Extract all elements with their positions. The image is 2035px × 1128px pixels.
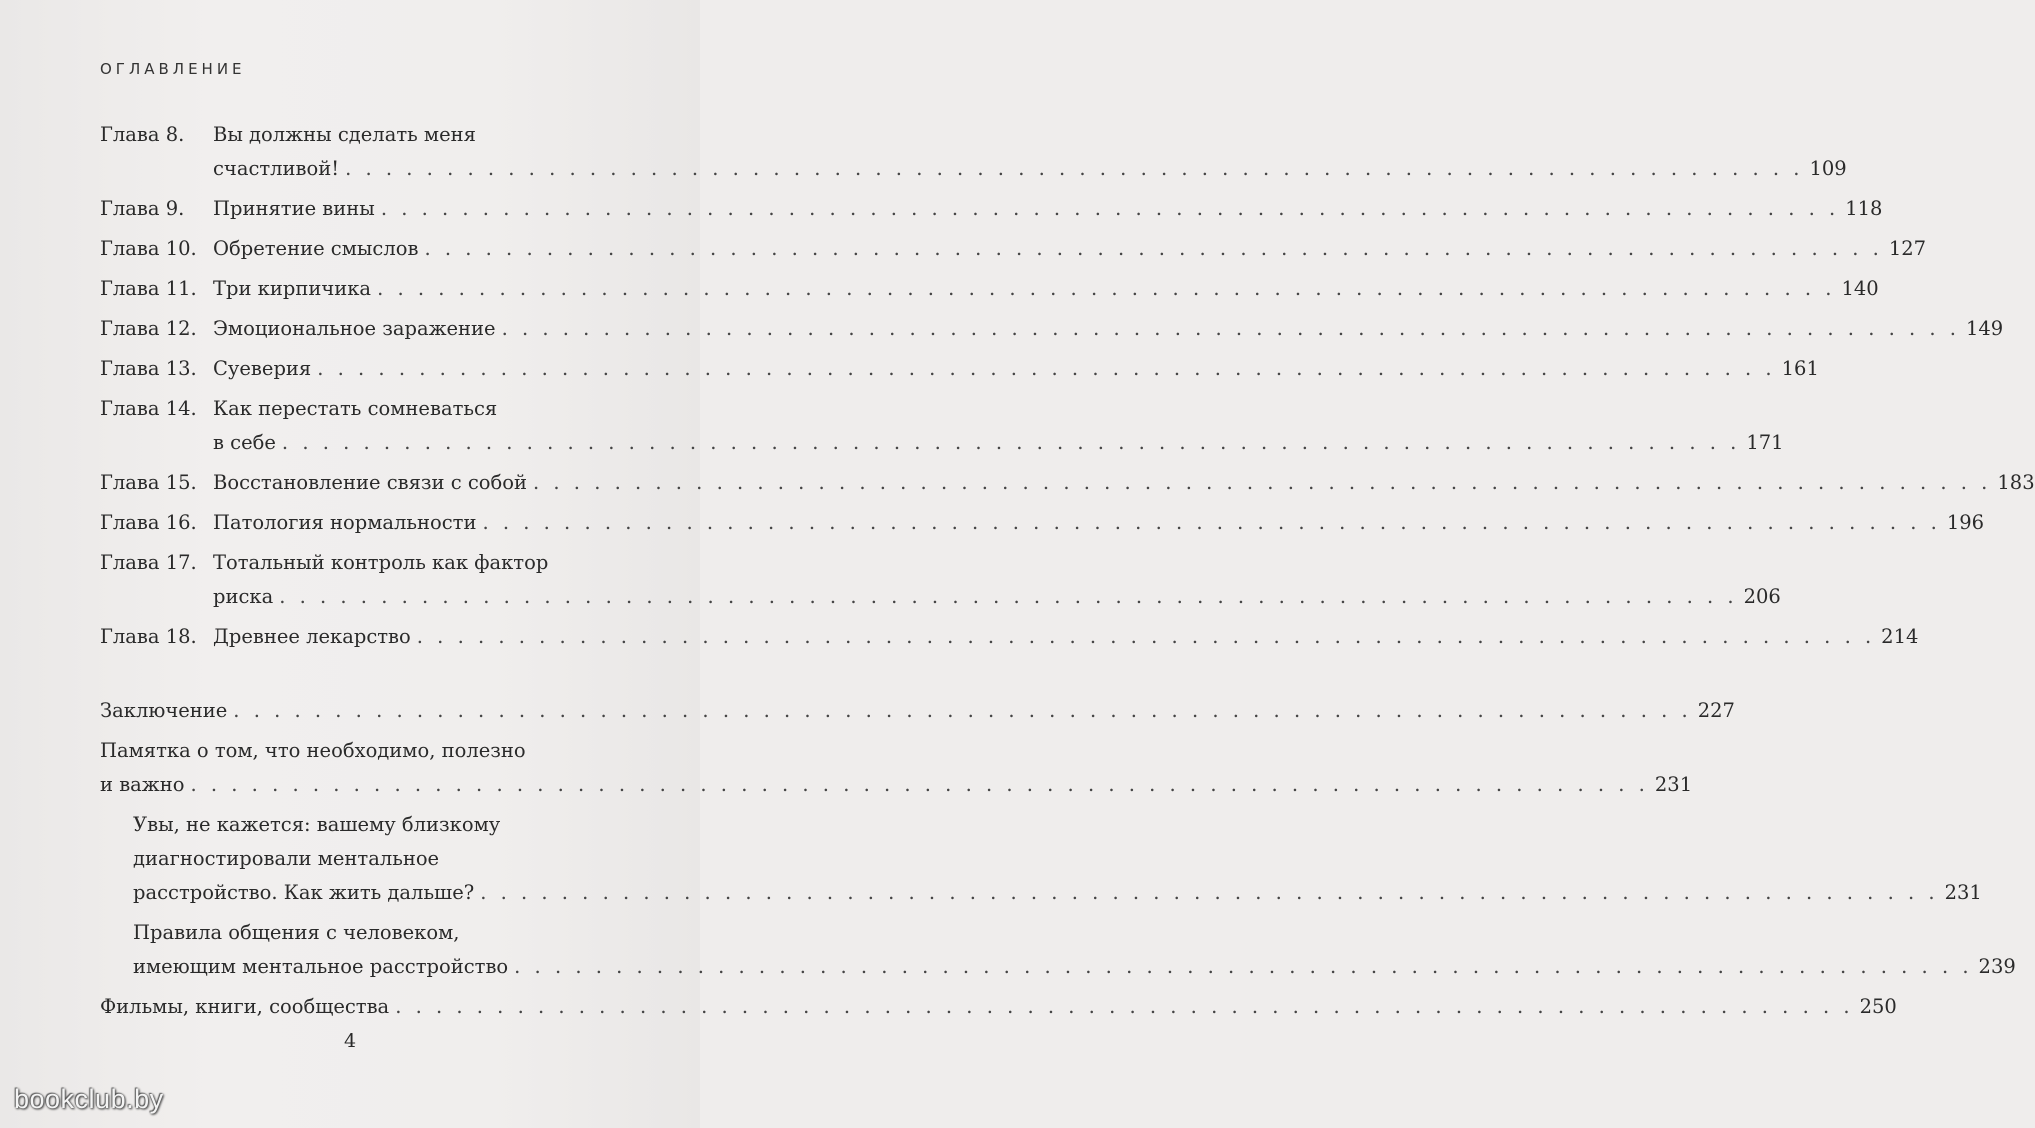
toc-entry-chapter-18[interactable]: [100, 620, 1919, 654]
chapter-title-line: риска: [213, 585, 274, 608]
chapter-number: Глава 13.: [100, 357, 197, 380]
page-number: 214: [1881, 625, 1919, 648]
page-number: 227: [1697, 699, 1735, 722]
leader-dots: [190, 768, 1648, 802]
chapter-number: Глава 9.: [100, 197, 185, 220]
leader-dots: [345, 152, 1803, 186]
toc-entry-chapter-14[interactable]: [100, 392, 1784, 460]
chapter-title-line: Восстановление связи с собой: [213, 471, 527, 494]
toc-entry-films[interactable]: [100, 990, 1897, 1024]
chapter-title-line: Суеверия: [213, 357, 312, 380]
leader-dots: [233, 694, 1691, 728]
toc-entry-chapter-15[interactable]: [100, 466, 2035, 500]
page-number: 206: [1743, 585, 1781, 608]
section-title-line: Памятка о том, что необходимо, полезно: [100, 739, 526, 762]
subsection-title-line: имеющим ментальное расстройство: [133, 955, 509, 978]
chapter-title-line: Тотальный контроль как фактор: [213, 551, 549, 574]
toc-entry-chapter-13[interactable]: [100, 352, 1819, 386]
leader-dots: [395, 990, 1853, 1024]
leader-dots: [381, 192, 1839, 226]
toc-entry-chapter-8[interactable]: [100, 118, 1847, 186]
chapter-number: Глава 15.: [100, 471, 197, 494]
chapter-number: Глава 10.: [100, 237, 197, 260]
chapter-title-line: счастливой!: [213, 157, 340, 180]
chapter-title-line: Принятие вины: [213, 197, 375, 220]
chapter-number: Глава 12.: [100, 317, 197, 340]
toc-entry-chapter-11[interactable]: [100, 272, 1879, 306]
subsection-title-line: диагностировали ментальное: [133, 847, 440, 870]
leader-dots: [480, 876, 1938, 910]
section-title-line: и важно: [100, 773, 185, 796]
toc-entry-chapter-10[interactable]: [100, 232, 1927, 266]
page-number: 231: [1944, 881, 1982, 904]
toc-entry-chapter-16[interactable]: [100, 506, 1985, 540]
page-number: 231: [1654, 773, 1693, 796]
chapter-number: Глава 17.: [100, 551, 197, 574]
page-number: 239: [1978, 955, 2016, 978]
chapter-title-line: в себе: [213, 431, 276, 454]
toc-entry-chapter-17[interactable]: [100, 546, 1781, 614]
leader-dots: [424, 232, 1882, 266]
page-number: 171: [1746, 431, 1784, 454]
leader-dots: [502, 312, 1960, 346]
page-number: 109: [1809, 157, 1847, 180]
page-number: 183: [1997, 471, 2035, 494]
leader-dots: [279, 580, 1737, 614]
page-number: 161: [1781, 357, 1819, 380]
subsection-title-line: Правила общения с человеком,: [133, 921, 460, 944]
chapter-title-line: Обретение смыслов: [213, 237, 419, 260]
page-number: 118: [1845, 197, 1883, 220]
chapter-title-line: Три кирпичика: [213, 277, 372, 300]
section-title: Фильмы, книги, сообщества: [100, 995, 390, 1018]
chapter-number: Глава 14.: [100, 397, 197, 420]
page-number: 127: [1888, 237, 1927, 260]
chapter-number: Глава 18.: [100, 625, 197, 648]
toc-entry-subsection-rules[interactable]: [100, 916, 2016, 984]
table-of-contents: [100, 118, 2035, 1024]
chapter-number: Глава 8.: [100, 123, 185, 146]
leader-dots: [482, 506, 1940, 540]
watermark-logo: bookclub.by: [14, 1084, 164, 1114]
page-folio: 4: [343, 1030, 357, 1052]
page-number: 250: [1859, 995, 1897, 1018]
leader-dots: [514, 950, 1972, 984]
leader-dots: [533, 466, 1991, 500]
page-number: 196: [1946, 511, 1985, 534]
page-number: 149: [1965, 317, 2004, 340]
toc-entry-subsection-diagnosis[interactable]: [100, 808, 1982, 910]
chapter-title-line: Эмоциональное заражение: [213, 317, 496, 340]
toc-entry-chapter-9[interactable]: [100, 192, 1883, 226]
toc-entry-memo[interactable]: [100, 734, 1693, 802]
chapter-title-line: Как перестать сомневаться: [213, 397, 498, 420]
section-title: Заключение: [100, 699, 228, 722]
leader-dots: [282, 426, 1740, 460]
toc-entry-chapter-12[interactable]: [100, 312, 2004, 346]
chapter-title-line: Вы должны сделать меня: [213, 123, 476, 146]
chapter-number: Глава 16.: [100, 511, 197, 534]
chapter-number: Глава 11.: [100, 277, 197, 300]
chapter-title-line: Патология нормальности: [213, 511, 477, 534]
leader-dots: [377, 272, 1835, 306]
toc-entry-conclusion[interactable]: [100, 694, 1735, 728]
leader-dots: [417, 620, 1875, 654]
subsection-title-line: Увы, не кажется: вашему близкому: [133, 813, 501, 836]
subsection-title-line: расстройство. Как жить дальше?: [133, 881, 475, 904]
page-number: 140: [1841, 277, 1879, 300]
chapter-title-line: Древнее лекарство: [213, 625, 411, 648]
toc-heading: ОГЛАВЛЕНИЕ: [100, 60, 246, 78]
leader-dots: [317, 352, 1775, 386]
